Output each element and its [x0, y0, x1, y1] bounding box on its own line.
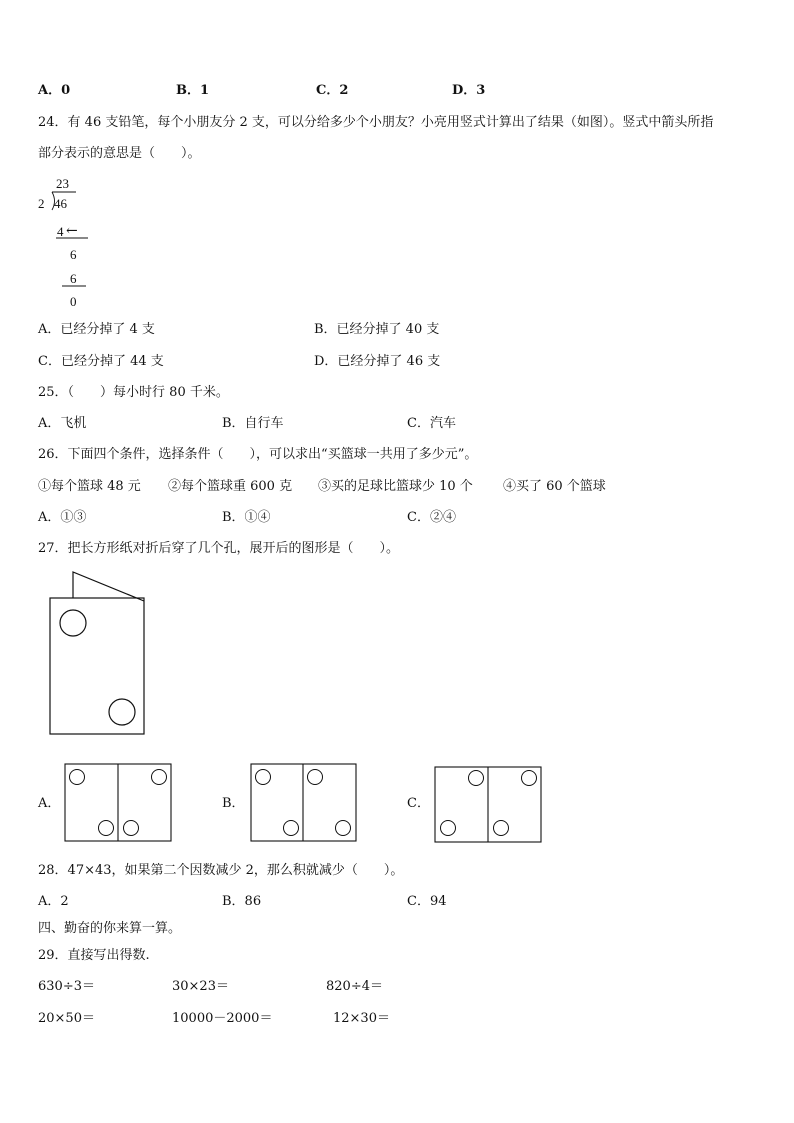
q26-option-a: A．①③ [38, 510, 87, 525]
q24-option-c: C．已经分掉了 44 支 [38, 354, 164, 369]
division-quotient: 23 [56, 176, 69, 191]
q27-option-b-figure [250, 763, 360, 843]
q23-option-b: B．1 [176, 83, 210, 98]
division-remainder: 0 [70, 294, 77, 309]
q23-option-a: A．0 [38, 83, 71, 98]
q29-item-5: 10000－2000＝ [172, 1011, 273, 1026]
q24-long-division-figure [30, 172, 100, 312]
q24-option-a: A．已经分掉了 4 支 [38, 322, 155, 337]
q28-option-b: B．86 [222, 894, 262, 909]
q29-item-3: 820÷4＝ [326, 979, 383, 994]
q27-option-b-label: B． [222, 796, 245, 811]
q27-stem: 27．把长方形纸对折后穿了几个孔，展开后的图形是（ ）。 [38, 541, 400, 556]
q24-option-b: B．已经分掉了 40 支 [314, 322, 440, 337]
q27-option-c-label: C． [407, 796, 430, 811]
q29-item-1: 630÷3＝ [38, 979, 95, 994]
q27-option-c-figure [434, 766, 544, 846]
q27-folded-paper-figure [48, 570, 168, 740]
q29-item-6: 12×30＝ [333, 1011, 390, 1026]
q26-option-c: C．②④ [407, 510, 456, 525]
q24-stem-line2: 部分表示的意思是（ ）。 [38, 146, 201, 161]
q29-item-4: 20×50＝ [38, 1011, 95, 1026]
q25-option-b: B．自行车 [222, 416, 284, 431]
q27-option-a-figure [64, 763, 174, 843]
q25-option-a: A．飞机 [38, 416, 87, 431]
q24-option-d: D．已经分掉了 46 支 [314, 354, 441, 369]
q23-option-c: C．2 [316, 83, 349, 98]
q29-item-2: 30×23＝ [172, 979, 229, 994]
q26-condition-1: ①每个篮球 48 元 [38, 479, 141, 494]
q24-stem-line1: 24．有 46 支铅笔，每个小朋友分 2 支，可以分给多少个小朋友？小亮用竖式计算出了结果（如图）。竖式中箭头所指 [38, 115, 714, 130]
q27-option-a-label: A． [38, 796, 61, 811]
q26-stem: 26．下面四个条件，选择条件（ ），可以求出“买篮球一共用了多少元”。 [38, 447, 478, 462]
q25-option-c: C．汽车 [407, 416, 456, 431]
q26-option-b: B．①④ [222, 510, 271, 525]
division-step1: 4 [57, 224, 64, 239]
q29-stem: 29．直接写出得数. [38, 948, 150, 963]
division-divisor: 2 [38, 196, 45, 211]
division-arrow: ← [66, 223, 78, 239]
q28-stem: 28．47×43，如果第二个因数减少 2，那么积就减少（ ）。 [38, 863, 404, 878]
q26-condition-2: ②每个篮球重 600 克 [168, 479, 293, 494]
q28-option-c: C．94 [407, 894, 447, 909]
section4-title: 四、勤奋的你来算一算。 [38, 921, 182, 936]
division-step2: 6 [70, 247, 77, 262]
division-dividend: 46 [54, 196, 67, 211]
q25-stem: 25．（ ）每小时行 80 千米。 [38, 385, 229, 400]
q26-condition-4: ④买了 60 个篮球 [503, 479, 606, 494]
q26-condition-3: ③买的足球比篮球少 10 个 [318, 479, 473, 494]
division-step3: 6 [70, 271, 77, 286]
q28-option-a: A．2 [38, 894, 69, 909]
division-bracket-lines [30, 172, 100, 312]
q23-option-d: D．3 [452, 83, 486, 98]
